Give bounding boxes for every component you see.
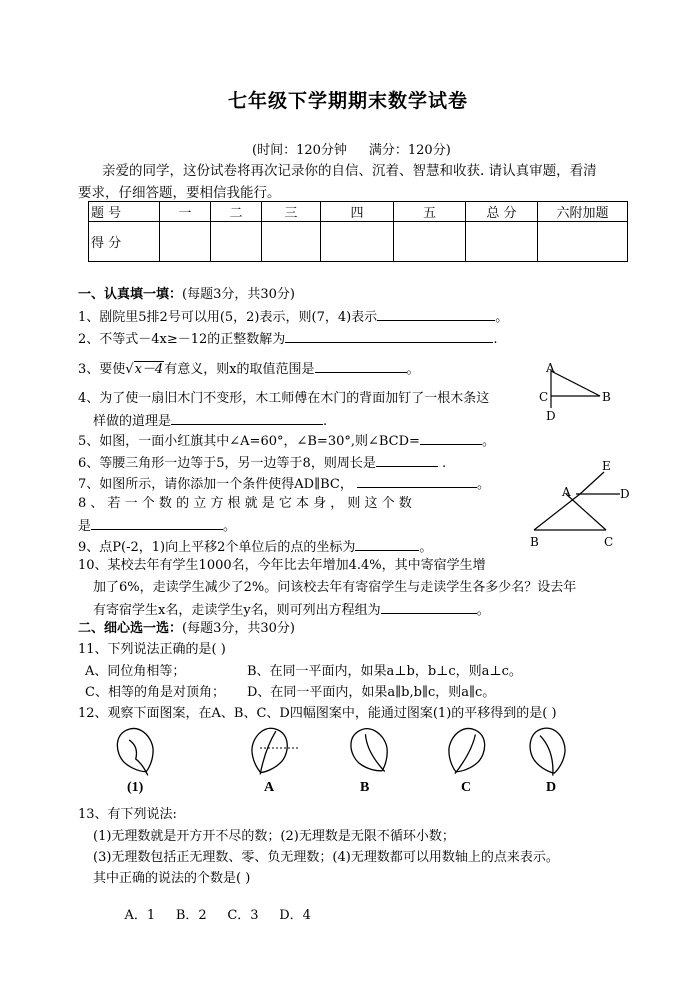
question-12-text: 12、观察下面图案，在A、B、C、D四幅图案中，能通过图案(1)的平移得到的是( ) bbox=[78, 706, 557, 721]
score-table-col-3: 三 bbox=[262, 202, 321, 222]
question-11-option-b[interactable] bbox=[247, 664, 522, 680]
section-2-note: (每题3分，共30分) bbox=[182, 621, 295, 636]
leaf-label-b: B bbox=[360, 780, 370, 795]
question-7-text: 7、如图所示，请你添加一个条件使得AD∥BC， bbox=[78, 477, 353, 492]
question-11-option-c[interactable] bbox=[85, 685, 225, 701]
triangle-figure bbox=[526, 456, 636, 548]
answer-blank-7[interactable] bbox=[357, 475, 477, 488]
question-4-text-b: 样做的道理是 bbox=[93, 414, 172, 429]
question-10 bbox=[78, 558, 486, 574]
score-table-col-1: 一 bbox=[160, 202, 211, 222]
question-4-text-a: 4、为了使一扇旧木门不变形，木工师傅在木门的背面加钉了一根木条这 bbox=[78, 391, 490, 406]
sqrt-radicand: x－4 bbox=[134, 362, 164, 377]
question-13-line-3 bbox=[93, 871, 250, 887]
option-a-text: A、同位角相等； bbox=[85, 664, 186, 679]
question-1: 1、剧院里5排2号可以用(5，2)表示，则(7，4)表示 。 bbox=[78, 310, 509, 325]
section-1-heading bbox=[78, 287, 295, 303]
score-cell[interactable] bbox=[394, 222, 466, 262]
answer-blank-3[interactable] bbox=[315, 360, 407, 373]
score-table-col-4: 四 bbox=[321, 202, 394, 222]
question-10-cont1 bbox=[93, 580, 576, 596]
question-9: 9、点P(-2，1)向上平移2个单位后的点的坐标为 。 bbox=[78, 540, 433, 555]
leaf-figure-a bbox=[244, 723, 293, 780]
tri-label-a: A bbox=[562, 485, 571, 499]
time-limit: (时间：120分钟 bbox=[252, 143, 347, 158]
score-row-label: 得 分 bbox=[89, 222, 160, 262]
sqrt-expression: √x－4 bbox=[125, 362, 164, 377]
flag-figure bbox=[536, 360, 616, 422]
answer-blank-10[interactable] bbox=[381, 601, 477, 614]
tri-label-d: D bbox=[620, 487, 630, 501]
full-score: 满分：120分) bbox=[368, 143, 451, 158]
question-11-option-d[interactable] bbox=[247, 685, 495, 701]
question-10-text-b: 加了6%，走读学生减少了2%。问该校去年有寄宿学生与走读学生各多少名？设去年 bbox=[93, 580, 577, 595]
question-13-options[interactable] bbox=[108, 892, 311, 940]
leaf-figures bbox=[100, 722, 590, 782]
section-2-title: 二、细心选一选： bbox=[78, 621, 183, 636]
flag-label-b: B bbox=[602, 390, 611, 404]
question-7: 7、如图所示，请你添加一个条件使得AD∥BC， 。 bbox=[78, 477, 490, 492]
question-1-text: 1、剧院里5排2号可以用(5，2)表示，则(7，4)表示 bbox=[78, 310, 378, 325]
question-13-line-2 bbox=[93, 850, 559, 866]
question-4 bbox=[78, 391, 489, 407]
score-table-col-total: 总 分 bbox=[466, 202, 538, 222]
question-3: 3、要使√x－4有意义，则x的取值范围是 。 bbox=[78, 362, 420, 377]
leaf-figure-d bbox=[526, 724, 572, 779]
question-8-text-b: 是 bbox=[78, 519, 92, 534]
flag-label-c: C bbox=[539, 390, 549, 404]
tri-label-c: C bbox=[604, 535, 614, 548]
score-cell[interactable] bbox=[466, 222, 538, 262]
answer-blank-5[interactable] bbox=[420, 432, 482, 445]
intro-paragraph bbox=[78, 160, 626, 204]
score-table bbox=[88, 201, 628, 262]
leaf-label-d: D bbox=[546, 780, 557, 795]
flag-label-d: D bbox=[546, 409, 556, 422]
score-table-col-2: 二 bbox=[211, 202, 262, 222]
leaf-figure-c bbox=[439, 723, 490, 781]
leaf-figure-b bbox=[344, 722, 398, 781]
question-12 bbox=[78, 706, 557, 722]
tri-label-e: E bbox=[602, 459, 611, 473]
score-table-col-bonus: 六附加题 bbox=[538, 202, 628, 222]
question-13-statement-3-4: (3)无理数包括正无理数、零、负无理数；(4)无理数都可以用数轴上的点来表示。 bbox=[93, 850, 559, 865]
question-8 bbox=[78, 496, 412, 512]
question-5: 5、如图，一面小红旗其中∠A=60°，∠B=30°,则∠BCD= 。 bbox=[78, 434, 495, 449]
question-13-line-1 bbox=[93, 829, 455, 845]
page-title: 七年级下学期期末数学试卷 bbox=[227, 90, 468, 112]
question-13-option-list: A．1 B．2 C．3 D．4 bbox=[124, 908, 311, 923]
question-5-text: 5、如图，一面小红旗其中∠A=60°，∠B=30°,则∠BCD= bbox=[78, 434, 420, 449]
question-6: 6、等腰三角形一边等于5，另一边等于8，则周长是 . bbox=[78, 456, 447, 471]
score-cell[interactable] bbox=[262, 222, 321, 262]
question-13-text: 13、有下列说法: bbox=[78, 807, 177, 822]
question-2-text: 2、不等式－4x≥－12的正整数解为 bbox=[78, 332, 286, 347]
score-table-score-row bbox=[89, 222, 628, 262]
answer-blank-9[interactable] bbox=[355, 538, 419, 551]
question-3-text-a: 3、要使 bbox=[78, 362, 126, 377]
question-3-text-b: 有意义，则x的取值范围是 bbox=[164, 362, 315, 377]
score-cell[interactable] bbox=[321, 222, 394, 262]
option-d-text: D、在同一平面内，如果a∥b,b∥c，则a∥c。 bbox=[247, 685, 496, 700]
leaf-label-c: C bbox=[461, 780, 472, 795]
answer-blank-4[interactable] bbox=[171, 412, 323, 425]
answer-blank-8[interactable] bbox=[91, 517, 223, 530]
flag-label-a: A bbox=[546, 361, 555, 375]
leaf-figure-1 bbox=[111, 723, 163, 782]
question-10-text-c: 有寄宿学生x名，走读学生y名，则可列出方程组为 bbox=[93, 603, 381, 618]
question-11-option-a[interactable] bbox=[85, 664, 185, 680]
question-13-prompt: 其中正确的说法的个数是( ) bbox=[93, 871, 251, 886]
question-11-text: 11、下列说法正确的是( ) bbox=[78, 642, 226, 657]
score-cell[interactable] bbox=[211, 222, 262, 262]
question-2: 2、不等式－4x≥－12的正整数解为 . bbox=[78, 332, 498, 347]
score-table-header-label: 题 号 bbox=[89, 202, 160, 222]
question-6-text: 6、等腰三角形一边等于5，另一边等于8，则周长是 bbox=[78, 456, 376, 471]
section-1-title: 一、认真填一填： bbox=[78, 287, 183, 302]
question-9-text: 9、点P(-2，1)向上平移2个单位后的点的坐标为 bbox=[78, 540, 356, 555]
score-table-header-row bbox=[89, 202, 628, 222]
tri-label-b: B bbox=[530, 535, 539, 548]
score-cell[interactable] bbox=[160, 222, 211, 262]
answer-blank-6[interactable] bbox=[376, 454, 438, 467]
question-8-cont: 是 。 bbox=[78, 519, 237, 534]
exam-meta bbox=[252, 139, 451, 158]
intro-line-1: 亲爱的同学，这份试卷将再次记录你的自信、沉着、智慧和收获. 请认真审题，看清 bbox=[102, 163, 597, 179]
score-table-col-5: 五 bbox=[394, 202, 466, 222]
question-8-text-a: 8 、 若 一 个 数 的 立 方 根 就 是 它 本 身 ， 则 这 个 数 bbox=[78, 496, 412, 511]
question-13 bbox=[78, 807, 177, 823]
option-c-text: C、相等的角是对顶角； bbox=[85, 685, 225, 700]
answer-blank-2[interactable] bbox=[285, 330, 493, 343]
question-10-text-a: 10、某校去年有学生1000名，今年比去年增加4.4%，其中寄宿学生增 bbox=[78, 558, 486, 573]
question-10-cont2: 有寄宿学生x名，走读学生y名，则可列出方程组为 。 bbox=[93, 603, 490, 618]
leaf-label-a: A bbox=[264, 780, 275, 795]
score-cell[interactable] bbox=[538, 222, 628, 262]
section-2-heading bbox=[78, 621, 295, 637]
leaf-label-1: (1) bbox=[127, 780, 144, 795]
intro-line-2: 要求，仔细答题，要相信我能行。 bbox=[78, 185, 281, 201]
answer-blank-1[interactable] bbox=[377, 308, 495, 321]
section-1-note: (每题3分，共30分) bbox=[182, 287, 295, 302]
question-4-cont: 样做的道理是 . bbox=[93, 414, 328, 429]
option-b-text: B、在同一平面内，如果a⊥b，b⊥c，则a⊥c。 bbox=[247, 664, 522, 679]
question-11 bbox=[78, 642, 226, 658]
question-13-statement-1-2: (1)无理数就是开方开不尽的数；(2)无理数是无限不循环小数； bbox=[93, 829, 455, 844]
